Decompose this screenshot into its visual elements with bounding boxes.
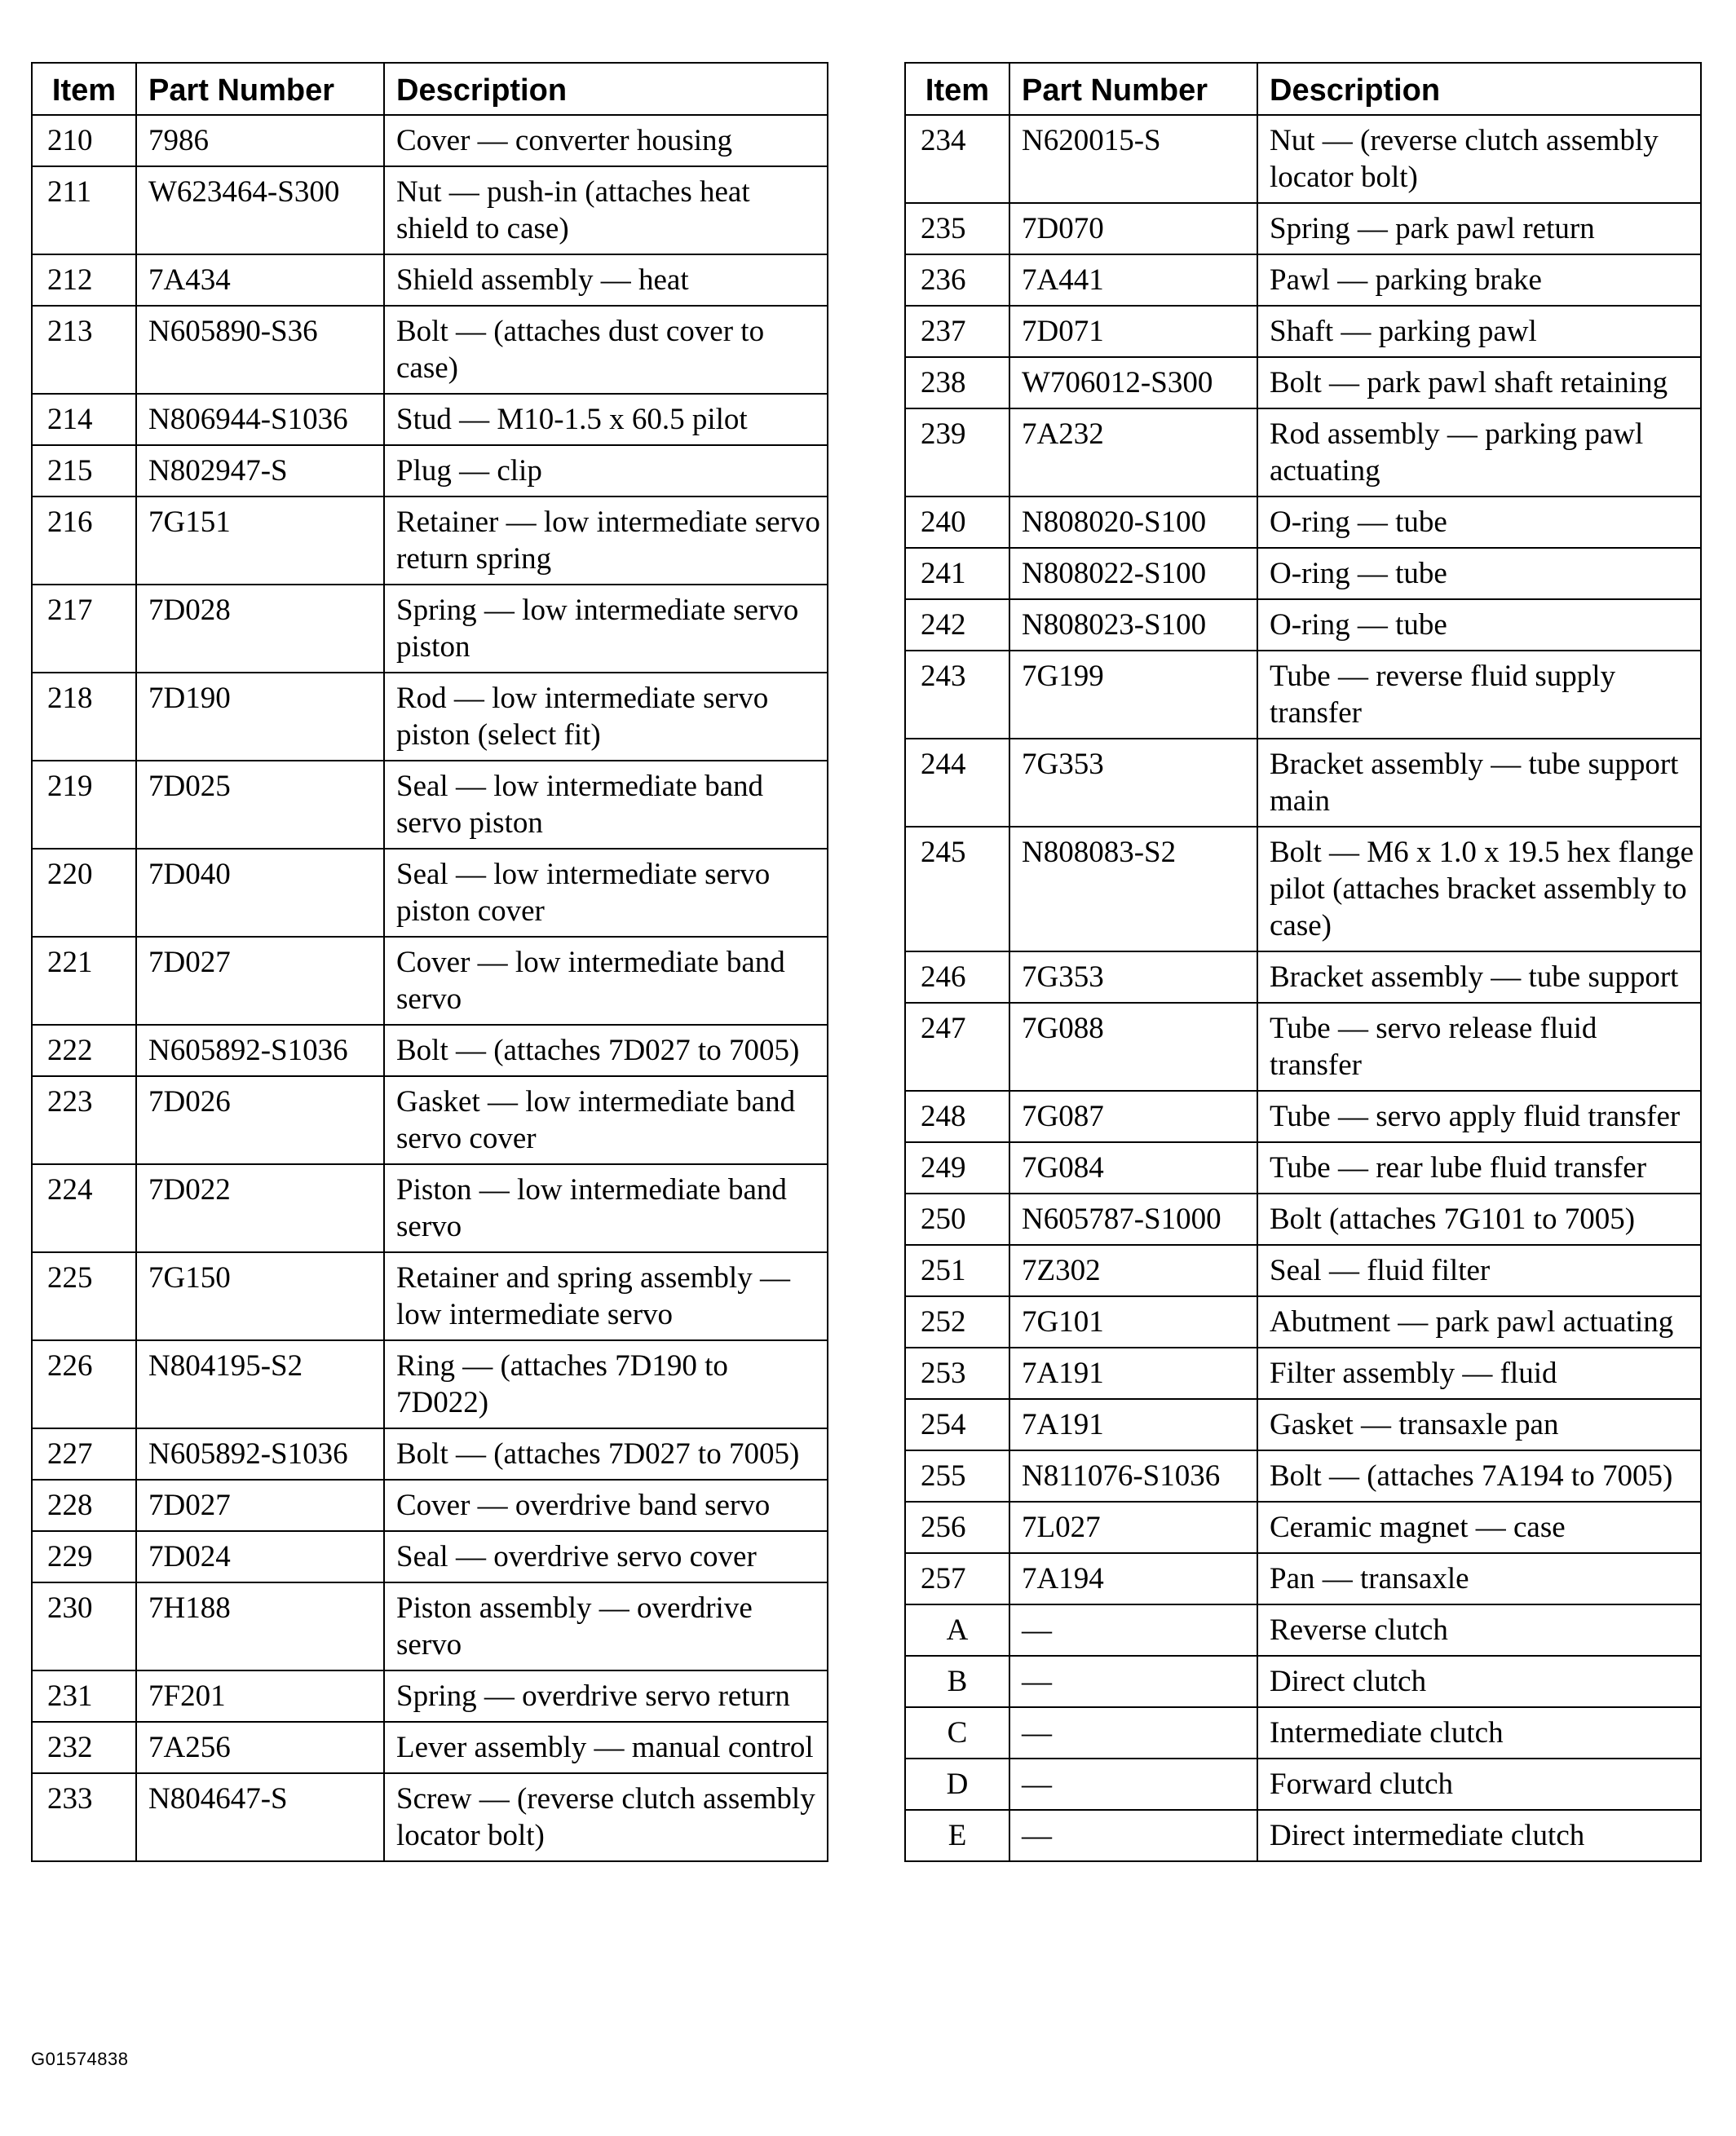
part-number-cell: 7G087 xyxy=(1009,1091,1257,1142)
part-number-cell: N811076-S1036 xyxy=(1009,1450,1257,1502)
description-cell: Direct clutch xyxy=(1257,1656,1701,1707)
description-cell: Seal — fluid filter xyxy=(1257,1245,1701,1296)
part-number-cell: 7A232 xyxy=(1009,408,1257,496)
description-column-header: Description xyxy=(1257,63,1701,115)
item-cell: 212 xyxy=(32,254,136,306)
description-cell: Direct intermediate clutch xyxy=(1257,1810,1701,1861)
table-row xyxy=(905,1296,1701,1348)
part-number-cell: 7A434 xyxy=(136,254,384,306)
description-cell: Stud — M10-1.5 x 60.5 pilot xyxy=(384,394,828,445)
table-row xyxy=(905,254,1701,306)
item-cell: 249 xyxy=(905,1142,1009,1194)
part-number-cell: N605892-S1036 xyxy=(136,1428,384,1480)
item-cell: C xyxy=(905,1707,1009,1759)
item-cell: 224 xyxy=(32,1164,136,1252)
table-row xyxy=(32,166,828,254)
part-number-cell: N605890-S36 xyxy=(136,306,384,394)
item-cell: A xyxy=(905,1604,1009,1656)
part-number-cell: N808023-S100 xyxy=(1009,599,1257,651)
item-cell: 245 xyxy=(905,827,1009,951)
description-cell: Tube — reverse fluid supply transfer xyxy=(1257,651,1701,739)
item-cell: 252 xyxy=(905,1296,1009,1348)
description-cell: Tube — servo apply fluid transfer xyxy=(1257,1091,1701,1142)
part-number-cell: 7G101 xyxy=(1009,1296,1257,1348)
item-cell: 236 xyxy=(905,254,1009,306)
part-number-cell: 7D040 xyxy=(136,849,384,937)
table-row xyxy=(905,496,1701,548)
item-cell: 255 xyxy=(905,1450,1009,1502)
part-number-cell: 7Z302 xyxy=(1009,1245,1257,1296)
table-row xyxy=(32,1773,828,1861)
part-number-cell: 7A191 xyxy=(1009,1348,1257,1399)
description-cell: Piston — low intermediate band servo xyxy=(384,1164,828,1252)
part-number-cell: 7D028 xyxy=(136,585,384,673)
description-cell: Screw — (reverse clutch assembly locator bolt) xyxy=(384,1773,828,1861)
description-cell: Lever assembly — manual control xyxy=(384,1722,828,1773)
item-cell: 243 xyxy=(905,651,1009,739)
part-number-cell: W623464-S300 xyxy=(136,166,384,254)
item-cell: 235 xyxy=(905,203,1009,254)
table-row xyxy=(32,1480,828,1531)
description-cell: Tube — rear lube fluid transfer xyxy=(1257,1142,1701,1194)
part-number-cell: 7G088 xyxy=(1009,1003,1257,1091)
item-cell: 226 xyxy=(32,1340,136,1428)
description-cell: O-ring — tube xyxy=(1257,496,1701,548)
description-cell: Intermediate clutch xyxy=(1257,1707,1701,1759)
description-cell: Retainer — low intermediate servo return spring xyxy=(384,496,828,585)
part-number-cell: 7D071 xyxy=(1009,306,1257,357)
item-cell: 223 xyxy=(32,1076,136,1164)
item-cell: E xyxy=(905,1810,1009,1861)
item-cell: 222 xyxy=(32,1025,136,1076)
description-cell: Reverse clutch xyxy=(1257,1604,1701,1656)
item-cell: D xyxy=(905,1759,1009,1810)
item-cell: 234 xyxy=(905,115,1009,203)
part-number-cell: — xyxy=(1009,1810,1257,1861)
table-row xyxy=(32,1670,828,1722)
item-cell: 227 xyxy=(32,1428,136,1480)
table-row xyxy=(32,115,828,166)
part-number-cell: 7A191 xyxy=(1009,1399,1257,1450)
item-cell: 221 xyxy=(32,937,136,1025)
item-cell: 253 xyxy=(905,1348,1009,1399)
part-number-cell: — xyxy=(1009,1707,1257,1759)
parts-table-left xyxy=(31,62,828,1862)
item-cell: 225 xyxy=(32,1252,136,1340)
table-row xyxy=(905,1194,1701,1245)
table-row xyxy=(32,1076,828,1164)
table-row xyxy=(905,1656,1701,1707)
description-cell: Spring — overdrive servo return xyxy=(384,1670,828,1722)
table-row xyxy=(32,1340,828,1428)
item-cell: 219 xyxy=(32,761,136,849)
table-row xyxy=(32,445,828,496)
part-number-cell: 7G150 xyxy=(136,1252,384,1340)
table-row xyxy=(905,306,1701,357)
table-row xyxy=(905,1399,1701,1450)
table-row xyxy=(32,1164,828,1252)
description-cell: Bracket assembly — tube support xyxy=(1257,951,1701,1003)
item-cell: 251 xyxy=(905,1245,1009,1296)
description-cell: Spring — low intermediate servo piston xyxy=(384,585,828,673)
description-cell: Shield assembly — heat xyxy=(384,254,828,306)
description-cell: Shaft — parking pawl xyxy=(1257,306,1701,357)
part-number-cell: N620015-S xyxy=(1009,115,1257,203)
description-cell: Ring — (attaches 7D190 to 7D022) xyxy=(384,1340,828,1428)
table-row xyxy=(905,1502,1701,1553)
part-number-cell: 7A441 xyxy=(1009,254,1257,306)
description-cell: Seal — low intermediate servo piston cover xyxy=(384,849,828,937)
table-row xyxy=(905,599,1701,651)
table-row xyxy=(32,849,828,937)
part-number-column-header: Part Number xyxy=(136,63,384,115)
item-cell: 218 xyxy=(32,673,136,761)
table-row xyxy=(32,585,828,673)
part-number-cell: N806944-S1036 xyxy=(136,394,384,445)
part-number-cell: N804647-S xyxy=(136,1773,384,1861)
part-number-cell: — xyxy=(1009,1759,1257,1810)
table-row xyxy=(32,1428,828,1480)
table-row xyxy=(32,394,828,445)
description-cell: Bolt — (attaches dust cover to case) xyxy=(384,306,828,394)
description-cell: Gasket — low intermediate band servo cover xyxy=(384,1076,828,1164)
table-row xyxy=(905,1450,1701,1502)
item-cell: 232 xyxy=(32,1722,136,1773)
part-number-cell: 7D027 xyxy=(136,1480,384,1531)
item-cell: 246 xyxy=(905,951,1009,1003)
item-cell: 237 xyxy=(905,306,1009,357)
item-cell: 242 xyxy=(905,599,1009,651)
part-number-cell: N605892-S1036 xyxy=(136,1025,384,1076)
part-number-cell: 7A194 xyxy=(1009,1553,1257,1604)
table-row xyxy=(905,1759,1701,1810)
item-cell: 250 xyxy=(905,1194,1009,1245)
table-row xyxy=(32,1252,828,1340)
table-row xyxy=(905,1810,1701,1861)
item-cell: 257 xyxy=(905,1553,1009,1604)
part-number-cell: W706012-S300 xyxy=(1009,357,1257,408)
part-number-cell: — xyxy=(1009,1604,1257,1656)
item-cell: 216 xyxy=(32,496,136,585)
part-number-cell: 7986 xyxy=(136,115,384,166)
table-row xyxy=(905,115,1701,203)
table-row xyxy=(905,1003,1701,1091)
description-cell: Piston assembly — overdrive servo xyxy=(384,1582,828,1670)
table-row xyxy=(905,357,1701,408)
item-cell: 213 xyxy=(32,306,136,394)
table-row xyxy=(32,937,828,1025)
item-cell: 220 xyxy=(32,849,136,937)
item-cell: 241 xyxy=(905,548,1009,599)
table-row xyxy=(905,1604,1701,1656)
parts-table-right xyxy=(904,62,1702,1862)
part-number-cell: 7G199 xyxy=(1009,651,1257,739)
item-cell: 238 xyxy=(905,357,1009,408)
table-row xyxy=(32,673,828,761)
item-cell: 248 xyxy=(905,1091,1009,1142)
description-cell: Seal — overdrive servo cover xyxy=(384,1531,828,1582)
part-number-cell: N808020-S100 xyxy=(1009,496,1257,548)
part-number-cell: 7A256 xyxy=(136,1722,384,1773)
item-cell: 254 xyxy=(905,1399,1009,1450)
part-number-cell: 7D022 xyxy=(136,1164,384,1252)
table-row xyxy=(905,739,1701,827)
description-cell: Bolt (attaches 7G101 to 7005) xyxy=(1257,1194,1701,1245)
part-number-cell: N808083-S2 xyxy=(1009,827,1257,951)
description-cell: Filter assembly — fluid xyxy=(1257,1348,1701,1399)
item-cell: 256 xyxy=(905,1502,1009,1553)
table-row xyxy=(32,1722,828,1773)
table-row xyxy=(905,1245,1701,1296)
item-cell: 239 xyxy=(905,408,1009,496)
table-row xyxy=(905,1553,1701,1604)
item-cell: 214 xyxy=(32,394,136,445)
description-cell: Ceramic magnet — case xyxy=(1257,1502,1701,1553)
part-number-cell: 7D024 xyxy=(136,1531,384,1582)
description-cell: O-ring — tube xyxy=(1257,548,1701,599)
item-cell: 229 xyxy=(32,1531,136,1582)
table-row xyxy=(32,496,828,585)
description-cell: Spring — park pawl return xyxy=(1257,203,1701,254)
description-cell: Abutment — park pawl actuating xyxy=(1257,1296,1701,1348)
item-cell: 210 xyxy=(32,115,136,166)
item-cell: B xyxy=(905,1656,1009,1707)
table-row xyxy=(32,1582,828,1670)
part-number-cell: 7D026 xyxy=(136,1076,384,1164)
part-number-cell: N808022-S100 xyxy=(1009,548,1257,599)
item-column-header: Item xyxy=(905,63,1009,115)
part-number-cell: 7H188 xyxy=(136,1582,384,1670)
description-cell: Gasket — transaxle pan xyxy=(1257,1399,1701,1450)
header-row xyxy=(905,63,1701,115)
table-row xyxy=(905,203,1701,254)
part-number-cell: 7G353 xyxy=(1009,951,1257,1003)
part-number-cell: 7D025 xyxy=(136,761,384,849)
part-number-cell: N605787-S1000 xyxy=(1009,1194,1257,1245)
table-row xyxy=(905,651,1701,739)
item-cell: 230 xyxy=(32,1582,136,1670)
item-cell: 240 xyxy=(905,496,1009,548)
item-cell: 217 xyxy=(32,585,136,673)
item-cell: 244 xyxy=(905,739,1009,827)
description-cell: Seal — low intermediate band servo piston xyxy=(384,761,828,849)
part-number-cell: — xyxy=(1009,1656,1257,1707)
table-row xyxy=(905,1348,1701,1399)
description-cell: Pan — transaxle xyxy=(1257,1553,1701,1604)
table-row xyxy=(32,1025,828,1076)
table-row xyxy=(905,951,1701,1003)
table-row xyxy=(32,1531,828,1582)
part-number-cell: 7D190 xyxy=(136,673,384,761)
item-cell: 211 xyxy=(32,166,136,254)
item-cell: 231 xyxy=(32,1670,136,1722)
part-number-cell: 7G084 xyxy=(1009,1142,1257,1194)
part-number-cell: N804195-S2 xyxy=(136,1340,384,1428)
part-number-cell: 7D070 xyxy=(1009,203,1257,254)
item-cell: 247 xyxy=(905,1003,1009,1091)
figure-id: G01574838 xyxy=(31,2049,129,2069)
description-cell: Nut — push-in (attaches heat shield to case) xyxy=(384,166,828,254)
description-cell: O-ring — tube xyxy=(1257,599,1701,651)
table-row xyxy=(32,761,828,849)
description-cell: Bolt — (attaches 7A194 to 7005) xyxy=(1257,1450,1701,1502)
part-number-cell: 7G151 xyxy=(136,496,384,585)
description-cell: Plug — clip xyxy=(384,445,828,496)
part-number-cell: 7D027 xyxy=(136,937,384,1025)
description-cell: Nut — (reverse clutch assembly locator bolt) xyxy=(1257,115,1701,203)
description-cell: Bolt — park pawl shaft retaining xyxy=(1257,357,1701,408)
item-cell: 228 xyxy=(32,1480,136,1531)
part-number-column-header: Part Number xyxy=(1009,63,1257,115)
description-cell: Cover — overdrive band servo xyxy=(384,1480,828,1531)
description-cell: Cover — converter housing xyxy=(384,115,828,166)
table-row xyxy=(905,1707,1701,1759)
description-cell: Rod — low intermediate servo piston (select fit) xyxy=(384,673,828,761)
description-cell: Bolt — (attaches 7D027 to 7005) xyxy=(384,1025,828,1076)
description-cell: Rod assembly — parking pawl actuating xyxy=(1257,408,1701,496)
table-row xyxy=(905,1142,1701,1194)
table-row xyxy=(905,408,1701,496)
description-cell: Tube — servo release fluid transfer xyxy=(1257,1003,1701,1091)
part-number-cell: 7F201 xyxy=(136,1670,384,1722)
part-number-cell: 7L027 xyxy=(1009,1502,1257,1553)
description-cell: Cover — low intermediate band servo xyxy=(384,937,828,1025)
description-cell: Bracket assembly — tube support main xyxy=(1257,739,1701,827)
header-row xyxy=(32,63,828,115)
part-number-cell: 7G353 xyxy=(1009,739,1257,827)
table-row xyxy=(905,548,1701,599)
description-cell: Retainer and spring assembly — low intermediate servo xyxy=(384,1252,828,1340)
description-cell: Bolt — (attaches 7D027 to 7005) xyxy=(384,1428,828,1480)
description-column-header: Description xyxy=(384,63,828,115)
table-row xyxy=(32,306,828,394)
table-row xyxy=(905,1091,1701,1142)
description-cell: Bolt — M6 x 1.0 x 19.5 hex flange pilot (attaches bracket assembly to case) xyxy=(1257,827,1701,951)
part-number-cell: N802947-S xyxy=(136,445,384,496)
description-cell: Forward clutch xyxy=(1257,1759,1701,1810)
item-cell: 233 xyxy=(32,1773,136,1861)
table-row xyxy=(32,254,828,306)
table-row xyxy=(905,827,1701,951)
item-column-header: Item xyxy=(32,63,136,115)
description-cell: Pawl — parking brake xyxy=(1257,254,1701,306)
item-cell: 215 xyxy=(32,445,136,496)
